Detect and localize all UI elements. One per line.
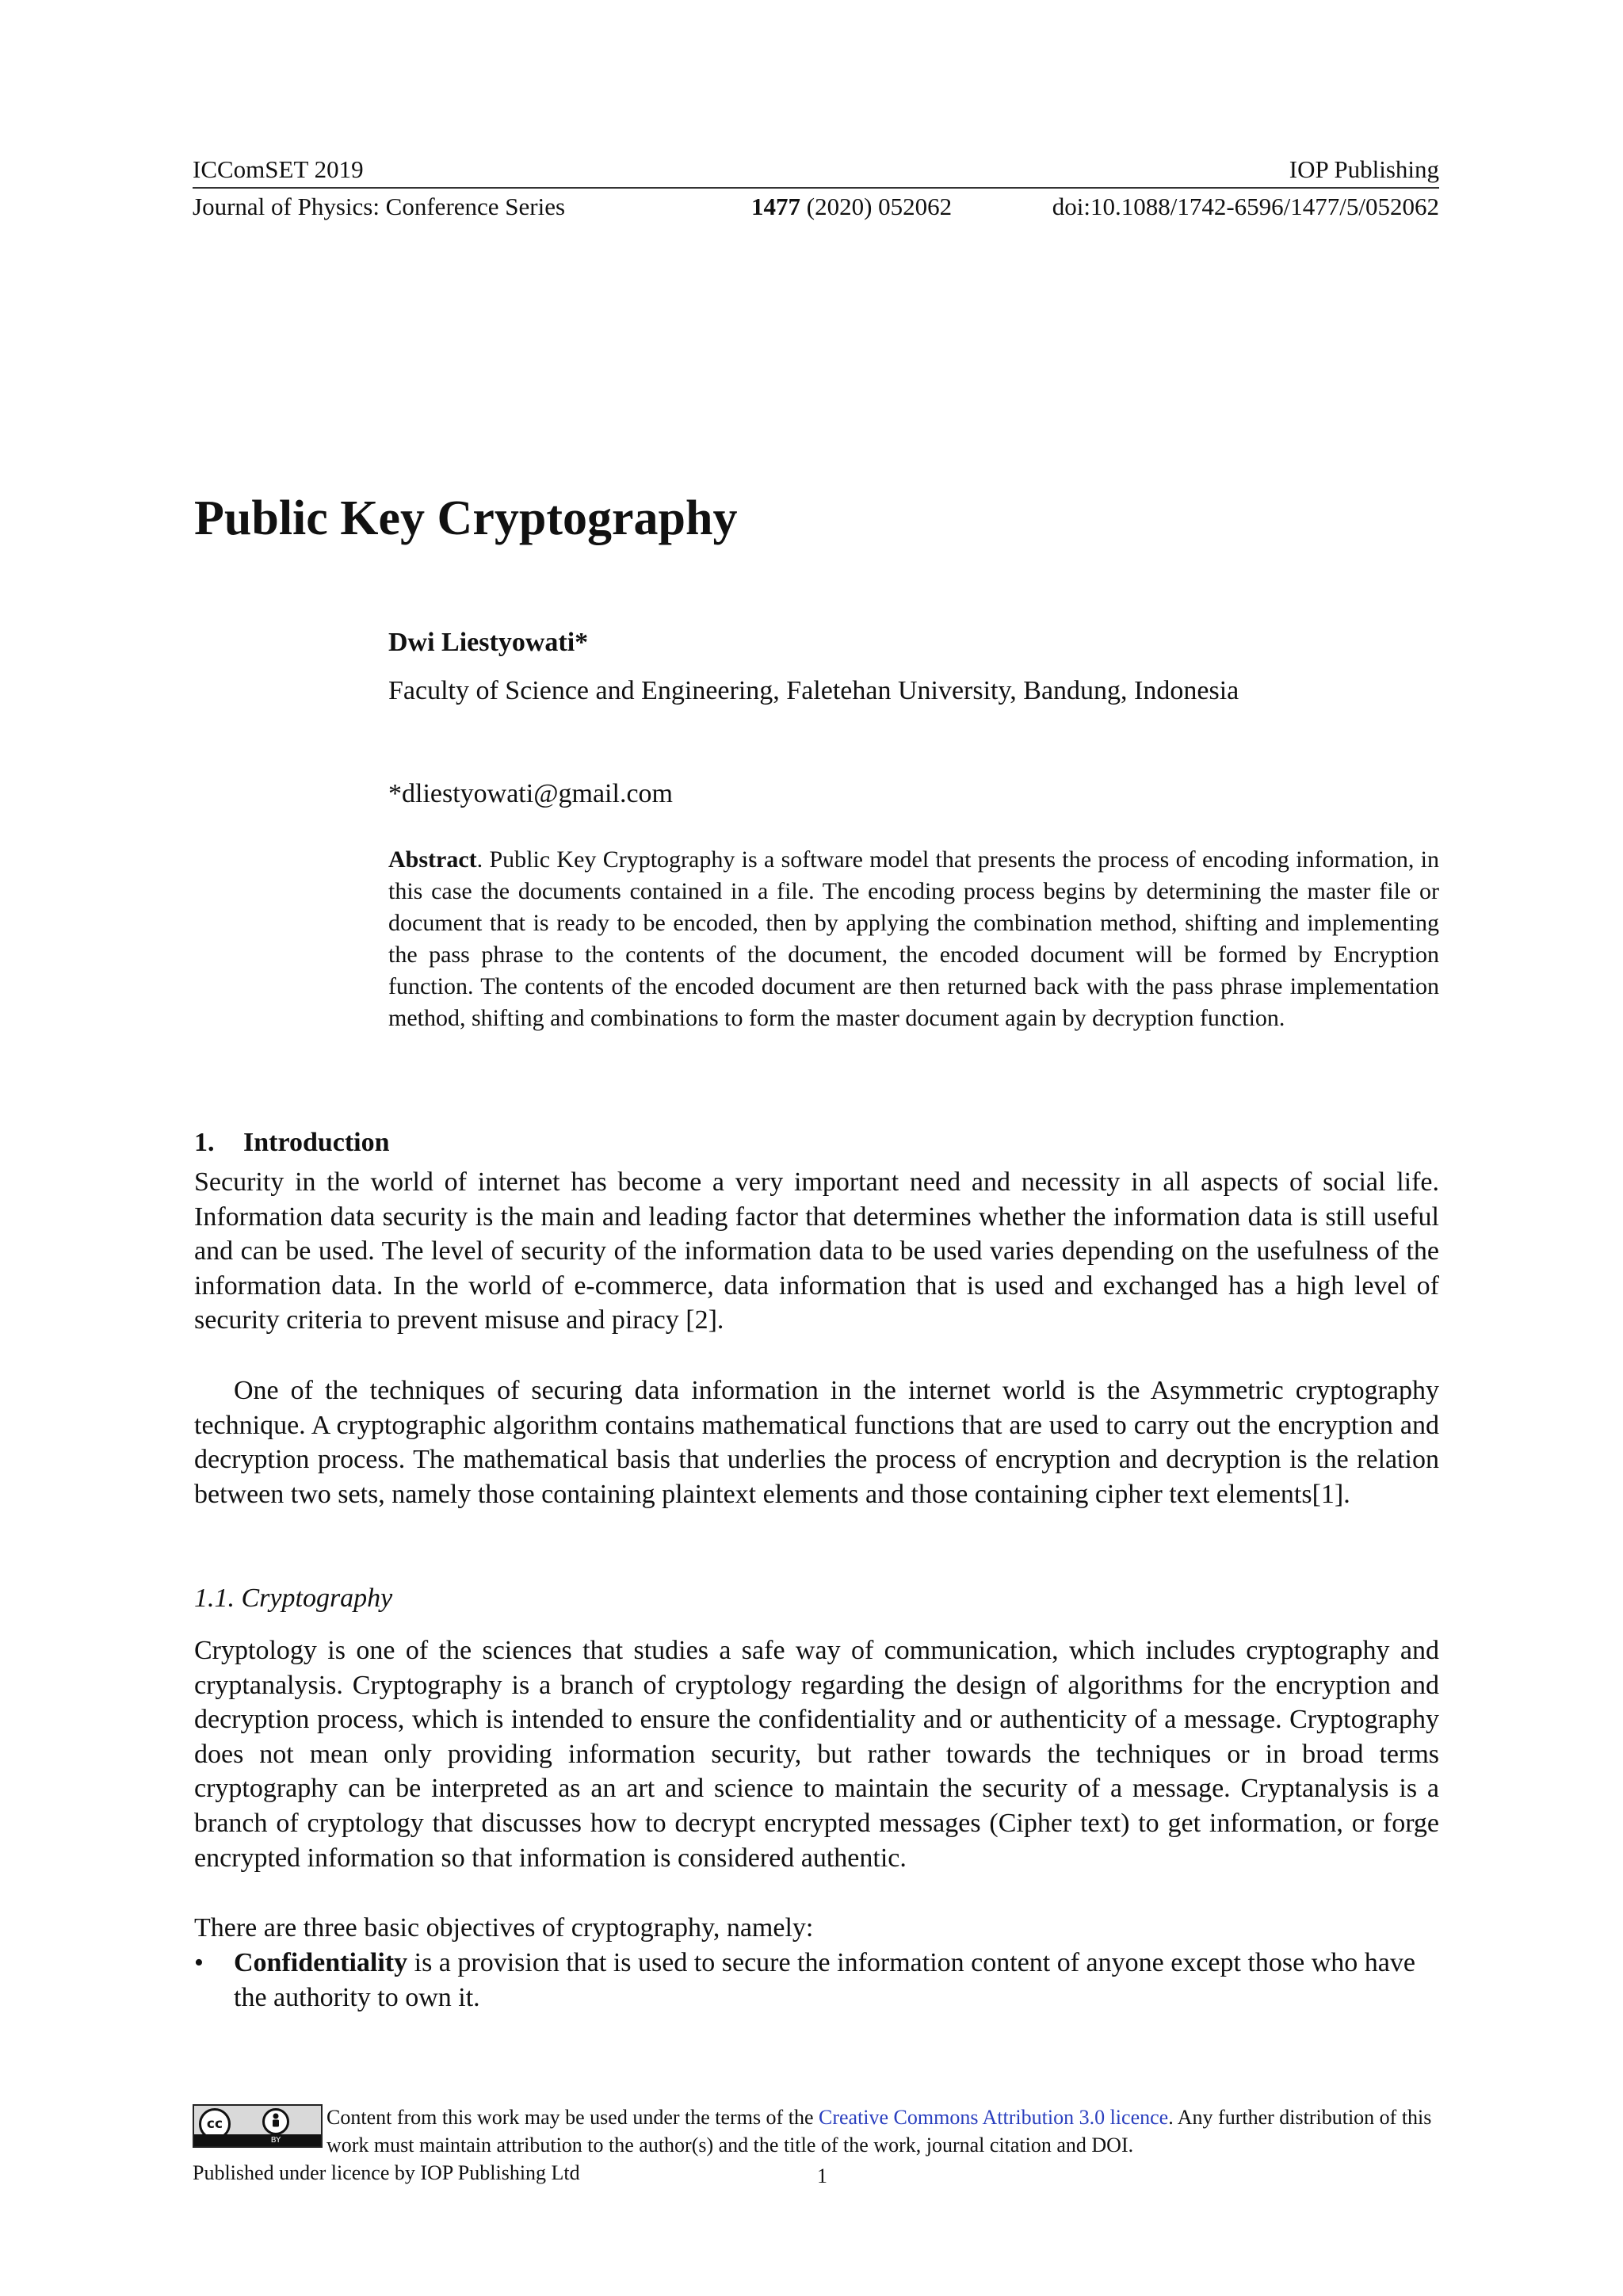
citation (751, 193, 952, 221)
abstract-label: Abstract (388, 846, 477, 873)
list-item-description: is a provision that is used to secure the information content of anyone except those who have the authority to own it. (234, 1948, 1415, 2012)
conference-name: ICComSET 2019 (193, 155, 364, 183)
doi: doi:10.1088/1742-6596/1477/5/052062 (1052, 193, 1439, 220)
abstract (388, 844, 1439, 1034)
license-text-after: . Any further distribution of this work must maintain attribution to the author(s) and the title of the work, journal citation and DOI. (327, 2106, 1432, 2157)
author-email: *dliestyowati@gmail.com (388, 779, 673, 808)
publisher-name: IOP Publishing (1289, 155, 1439, 183)
cryptography-paragraph-2: There are three basic objectives of cryptography, namely: (194, 1913, 814, 1943)
license-notice (327, 2103, 1439, 2159)
list-item-confidentiality (194, 1946, 1439, 2015)
intro-paragraph-1: Security in the world of internet has become a very important need and necessity in all aspects of social life. Information data security is the main and leading factor that determines whether the information data is still useful and can be used. The level of security of the information data to be used varies depending on the usefulness of the information data. In the world of e-commerce, data information that is used and exchanged has a high level of security criteria to prevent misuse and piracy [2]. (194, 1167, 1439, 1335)
person-icon (265, 2111, 287, 2133)
section-title: Introduction (243, 1128, 390, 1157)
author-name: Dwi Liestyowati* (388, 628, 589, 657)
section-number: 1. (194, 1128, 215, 1157)
list-item-text (234, 1946, 1439, 2015)
cc-icon: cc (199, 2108, 231, 2140)
license-text-before: Content from this work may be used under the terms of the (327, 2106, 819, 2129)
by-person-icon (262, 2108, 289, 2135)
section-heading-introduction (194, 1127, 390, 1159)
author-affiliation: Faculty of Science and Engineering, Faletehan University, Bandung, Indonesia (388, 676, 1239, 705)
volume-number: 1477 (751, 193, 800, 220)
cryptography-paragraph-1: Cryptology is one of the sciences that studies a safe way of communication, which includes cryptography and cryptanalysis. Cryptography is a branch of cryptology regarding the design of algorithms for the encryption and decryption process, which is intended to ensure the confidentiality and or authenticity of a message. Cryptography does not mean only providing information security, but rather towards the techniques or in broad terms cryptography can be interpreted as an art and science to maintain the security of a message. Cryptanalysis is a branch of cryptology that discusses how to decrypt encrypted messages (Cipher text) to get information, or forge encrypted information so that information is considered authentic. (194, 1636, 1439, 1873)
abstract-text: . Public Key Cryptography is a software model that presents the process of encoding information, in this case the documents contained in a file. The encoding process begins by determining the master file or document that is ready to be encoded, then by applying the combination method, shifting and implementing the pass phrase to the contents of the document, the encoded document will be formed by Encryption function. The contents of the encoded document are then returned back with the pass phrase implementation method, shifting and combinations to form the master document again by decryption function. (388, 846, 1439, 1031)
citation-year-article: (2020) 052062 (800, 193, 953, 220)
by-label: BY (270, 2136, 281, 2145)
intro-paragraph-2: One of the techniques of securing data information in the internet world is the Asymmetric cryptography technique. A cryptographic algorithm contains mathematical functions that are used to carry out the encryption and decryption process. The mathematical basis that underlies the process of encryption and decryption is the relation between two sets, namely those containing plaintext elements and those containing cipher text elements[1]. (194, 1376, 1439, 1509)
page-number: 1 (817, 2164, 827, 2187)
paper-title: Public Key Cryptography (194, 491, 738, 545)
subsection-heading-cryptography: 1.1. Cryptography (194, 1584, 393, 1613)
license-link[interactable]: Creative Commons Attribution 3.0 licence (818, 2106, 1169, 2129)
list-item-term: Confidentiality (234, 1948, 408, 1977)
journal-name: Journal of Physics: Conference Series (193, 193, 566, 220)
badge-bar (194, 2134, 321, 2146)
running-header-top (193, 155, 1439, 184)
bullet-icon: • (194, 1948, 204, 1977)
header-rule (193, 187, 1439, 189)
cc-by-license-badge[interactable] (193, 2104, 323, 2148)
publisher-notice: Published under licence by IOP Publishing Ltd (193, 2161, 580, 2184)
